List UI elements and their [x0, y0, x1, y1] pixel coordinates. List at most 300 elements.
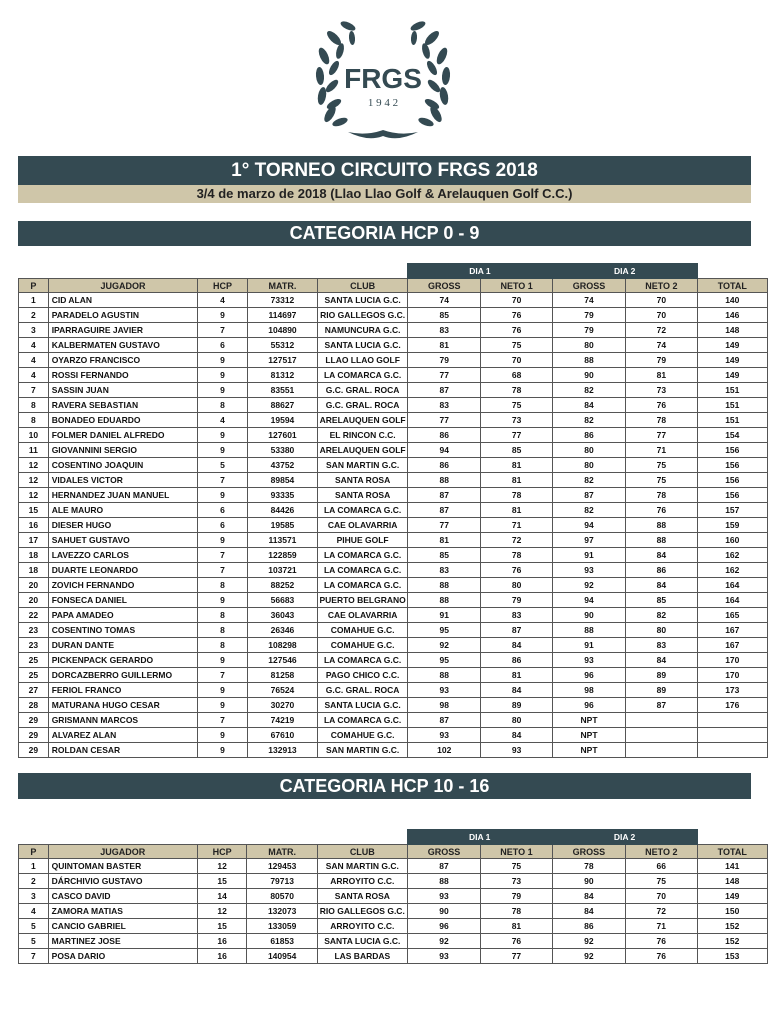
cell-gross-1: 95 [408, 653, 481, 668]
cell-gross-2: 94 [552, 593, 625, 608]
cell-neto-1: 76 [481, 934, 552, 949]
cell-matricula: 81312 [247, 368, 317, 383]
cell-neto-1: 83 [481, 608, 552, 623]
cell-club: ARROYITO C.C. [317, 874, 407, 889]
cell-hcp: 8 [198, 638, 248, 653]
cell-neto-2: 71 [626, 443, 697, 458]
cell-player: LAVEZZO CARLOS [48, 548, 198, 563]
cell-total: 149 [697, 338, 767, 353]
cell-hcp: 5 [198, 458, 248, 473]
cell-player: FERIOL FRANCO [48, 683, 198, 698]
table-row [19, 743, 768, 758]
cell-total: 156 [697, 488, 767, 503]
results-table-hcp-10-16 [18, 829, 768, 964]
logo-text: FRGS [344, 63, 422, 94]
cell-neto-1: 73 [481, 874, 552, 889]
cell-hcp: 9 [198, 428, 248, 443]
cell-matricula: 43752 [247, 458, 317, 473]
cell-hcp: 6 [198, 518, 248, 533]
cell-club: SANTA LUCIA G.C. [318, 698, 408, 713]
cell-total: 164 [697, 593, 767, 608]
column-header-neto-2: NETO 2 [626, 279, 697, 293]
cell-player: VIDALES VICTOR [48, 473, 198, 488]
cell-gross-1: 88 [408, 668, 481, 683]
cell-neto-1: 78 [481, 383, 552, 398]
cell-neto-1: 78 [481, 488, 552, 503]
cell-position: 12 [19, 488, 49, 503]
column-header-total: TOTAL [697, 279, 767, 293]
cell-club: CAE OLAVARRIA [318, 518, 408, 533]
cell-matricula: 67610 [247, 728, 317, 743]
cell-total: 165 [697, 608, 767, 623]
cell-neto-1: 79 [481, 889, 552, 904]
cell-matricula: 133059 [247, 919, 317, 934]
cell-neto-2: 73 [626, 383, 697, 398]
cell-neto-1: 89 [481, 698, 552, 713]
cell-hcp: 7 [198, 668, 248, 683]
column-header-club: CLUB [317, 845, 407, 859]
column-header-neto-1: NETO 1 [481, 845, 552, 859]
cell-gross-2: NPT [552, 713, 625, 728]
cell-gross-1: 88 [407, 874, 480, 889]
cell-total: 149 [697, 889, 768, 904]
cell-club: PAGO CHICO C.C. [318, 668, 408, 683]
cell-player: ROSSI FERNANDO [48, 368, 198, 383]
cell-gross-1: 91 [408, 608, 481, 623]
cell-position: 10 [19, 428, 49, 443]
cell-hcp: 7 [198, 323, 248, 338]
cell-total: 151 [697, 398, 767, 413]
cell-gross-1: 85 [408, 308, 481, 323]
cell-player: ALE MAURO [48, 503, 198, 518]
cell-matricula: 83551 [247, 383, 317, 398]
cell-hcp: 9 [198, 683, 248, 698]
cell-club: SANTA LUCIA G.C. [318, 293, 408, 308]
cell-neto-2: 80 [626, 623, 697, 638]
table-row [19, 859, 768, 874]
cell-club: ARROYITO C.C. [317, 919, 407, 934]
cell-neto-2: 72 [626, 904, 697, 919]
cell-position: 4 [19, 353, 49, 368]
table-row [19, 338, 768, 353]
table-row [19, 383, 768, 398]
cell-club: PIHUE GOLF [318, 533, 408, 548]
cell-position: 29 [19, 743, 49, 758]
cell-player: HERNANDEZ JUAN MANUEL [48, 488, 198, 503]
cell-neto-2: 86 [626, 563, 697, 578]
cell-total [697, 713, 767, 728]
cell-gross-1: 93 [407, 889, 480, 904]
table-row [19, 563, 768, 578]
cell-gross-2: NPT [552, 728, 625, 743]
cell-gross-2: 94 [552, 518, 625, 533]
cell-hcp: 8 [198, 623, 248, 638]
cell-club: G.C. GRAL. ROCA [318, 383, 408, 398]
cell-club: G.C. GRAL. ROCA [318, 398, 408, 413]
cell-neto-1: 71 [481, 518, 552, 533]
cell-player: KALBERMATEN GUSTAVO [48, 338, 198, 353]
cell-gross-2: 79 [552, 308, 625, 323]
cell-neto-1: 72 [481, 533, 552, 548]
cell-gross-2: 84 [552, 904, 625, 919]
table-row [19, 919, 768, 934]
cell-matricula: 79713 [247, 874, 317, 889]
cell-matricula: 103721 [247, 563, 317, 578]
cell-player: OYARZO FRANCISCO [48, 353, 198, 368]
cell-position: 27 [19, 683, 49, 698]
cell-player: MATURANA HUGO CESAR [48, 698, 198, 713]
cell-total: 140 [697, 293, 767, 308]
cell-neto-1: 81 [481, 668, 552, 683]
cell-gross-1: 83 [408, 563, 481, 578]
dia2-header: DIA 2 [552, 830, 697, 845]
cell-total [697, 743, 767, 758]
cell-neto-2: 66 [626, 859, 697, 874]
cell-gross-1: 90 [407, 904, 480, 919]
cell-gross-2: 93 [552, 653, 625, 668]
cell-club: G.C. GRAL. ROCA [318, 683, 408, 698]
cell-player: CID ALAN [48, 293, 198, 308]
cell-hcp: 4 [198, 413, 248, 428]
cell-gross-1: 87 [408, 488, 481, 503]
cell-matricula: 132073 [247, 904, 317, 919]
cell-neto-1: 87 [481, 623, 552, 638]
cell-neto-2: 70 [626, 293, 697, 308]
cell-position: 23 [19, 623, 49, 638]
cell-hcp: 6 [198, 338, 248, 353]
cell-club: SAN MARTIN G.C. [318, 743, 408, 758]
cell-matricula: 76524 [247, 683, 317, 698]
table-row [19, 488, 768, 503]
cell-player: DURAN DANTE [48, 638, 198, 653]
cell-club: LA COMARCA G.C. [318, 503, 408, 518]
cell-neto-2 [626, 728, 697, 743]
cell-neto-1: 80 [481, 578, 552, 593]
cell-gross-2: 86 [552, 428, 625, 443]
cell-neto-1: 86 [481, 653, 552, 668]
table-row [19, 889, 768, 904]
cell-position: 8 [19, 413, 49, 428]
cell-total: 150 [697, 904, 768, 919]
cell-gross-2: 97 [552, 533, 625, 548]
cell-gross-2: 92 [552, 949, 625, 964]
cell-gross-2: 91 [552, 638, 625, 653]
table-row [19, 353, 768, 368]
cell-neto-1: 80 [481, 713, 552, 728]
cell-club: SANTA LUCIA G.C. [318, 338, 408, 353]
column-header-hcp: HCP [198, 279, 248, 293]
column-header-club: CLUB [318, 279, 408, 293]
cell-player: DORCAZBERRO GUILLERMO [48, 668, 198, 683]
table-row [19, 323, 768, 338]
cell-hcp: 7 [198, 713, 248, 728]
cell-total: 156 [697, 443, 767, 458]
cell-matricula: 93335 [247, 488, 317, 503]
cell-gross-1: 87 [407, 859, 480, 874]
cell-gross-1: 83 [408, 398, 481, 413]
table-row [19, 428, 768, 443]
cell-total: 167 [697, 623, 767, 638]
table-row [19, 593, 768, 608]
cell-neto-2: 78 [626, 488, 697, 503]
cell-neto-2 [626, 713, 697, 728]
cell-club: LA COMARCA G.C. [318, 563, 408, 578]
cell-club: LAS BARDAS [317, 949, 407, 964]
cell-position: 4 [19, 338, 49, 353]
cell-hcp: 9 [198, 488, 248, 503]
cell-neto-2: 78 [626, 413, 697, 428]
cell-neto-1: 81 [481, 503, 552, 518]
cell-neto-1: 75 [481, 338, 552, 353]
cell-player: SASSIN JUAN [48, 383, 198, 398]
cell-player: BONADEO EDUARDO [48, 413, 198, 428]
cell-matricula: 127546 [247, 653, 317, 668]
cell-neto-2: 81 [626, 368, 697, 383]
cell-neto-2: 70 [626, 889, 697, 904]
cell-position: 17 [19, 533, 49, 548]
column-header-neto-1: NETO 1 [481, 279, 552, 293]
cell-neto-1: 77 [481, 428, 552, 443]
cell-position: 18 [19, 548, 49, 563]
cell-neto-2: 74 [626, 338, 697, 353]
cell-neto-2: 84 [626, 578, 697, 593]
cell-player: CASCO DAVID [48, 889, 197, 904]
cell-matricula: 114697 [247, 308, 317, 323]
table-row [19, 683, 768, 698]
cell-total: 149 [697, 353, 767, 368]
cell-gross-2: 96 [552, 668, 625, 683]
table-row [19, 473, 768, 488]
cell-gross-2: 90 [552, 874, 625, 889]
cell-club: SANTA ROSA [317, 889, 407, 904]
cell-matricula: 19594 [247, 413, 317, 428]
cell-club: LLAO LLAO GOLF [318, 353, 408, 368]
cell-club: SANTA ROSA [318, 488, 408, 503]
cell-total: 153 [697, 949, 768, 964]
cell-hcp: 9 [198, 383, 248, 398]
cell-player: POSA DARIO [48, 949, 197, 964]
cell-matricula: 55312 [247, 338, 317, 353]
cell-neto-1: 70 [481, 353, 552, 368]
cell-gross-1: 86 [408, 458, 481, 473]
cell-position: 1 [19, 859, 49, 874]
cell-player: GIOVANNINI SERGIO [48, 443, 198, 458]
cell-club: SANTA LUCIA G.C. [317, 934, 407, 949]
cell-hcp: 8 [198, 398, 248, 413]
cell-position: 25 [19, 653, 49, 668]
cell-player: SAHUET GUSTAVO [48, 533, 198, 548]
cell-club: LA COMARCA G.C. [318, 548, 408, 563]
cell-gross-1: 88 [408, 473, 481, 488]
column-header-position: P [19, 845, 49, 859]
cell-hcp: 12 [197, 904, 247, 919]
cell-neto-2: 88 [626, 533, 697, 548]
cell-club: ARELAUQUEN GOLF [318, 443, 408, 458]
column-header-hcp: HCP [197, 845, 247, 859]
logo-year: 1 9 4 2 [367, 97, 399, 109]
cell-position: 16 [19, 518, 49, 533]
table-row [19, 413, 768, 428]
cell-neto-2: 77 [626, 428, 697, 443]
table-row [19, 518, 768, 533]
cell-hcp: 4 [198, 293, 248, 308]
cell-player: DUARTE LEONARDO [48, 563, 198, 578]
column-header-player: JUGADOR [48, 279, 198, 293]
cell-matricula: 127517 [247, 353, 317, 368]
cell-position: 7 [19, 383, 49, 398]
cell-gross-1: 95 [408, 623, 481, 638]
cell-hcp: 7 [198, 548, 248, 563]
cell-total: 162 [697, 563, 767, 578]
cell-position: 29 [19, 713, 49, 728]
cell-matricula: 26346 [247, 623, 317, 638]
cell-total: 151 [697, 383, 767, 398]
table-row [19, 638, 768, 653]
cell-hcp: 16 [197, 934, 247, 949]
table-row [19, 458, 768, 473]
cell-gross-2: 90 [552, 368, 625, 383]
cell-player: GRISMANN MARCOS [48, 713, 198, 728]
dia1-header: DIA 1 [408, 264, 553, 279]
cell-total: 167 [697, 638, 767, 653]
cell-total: 151 [697, 413, 767, 428]
cell-neto-1: 78 [481, 548, 552, 563]
cell-club: CAE OLAVARRIA [318, 608, 408, 623]
cell-total: 176 [697, 698, 767, 713]
cell-gross-2: 92 [552, 578, 625, 593]
cell-total: 154 [697, 428, 767, 443]
cell-club: LA COMARCA G.C. [318, 368, 408, 383]
cell-matricula: 73312 [247, 293, 317, 308]
cell-hcp: 8 [198, 608, 248, 623]
cell-hcp: 9 [198, 698, 248, 713]
table-row [19, 623, 768, 638]
column-header-matricula: MATR. [247, 845, 317, 859]
column-header-gross-2: GROSS [552, 845, 625, 859]
table-row [19, 368, 768, 383]
cell-hcp: 9 [198, 743, 248, 758]
cell-hcp: 12 [197, 859, 247, 874]
cell-total: 159 [697, 518, 767, 533]
cell-player: RAVERA SEBASTIAN [48, 398, 198, 413]
cell-neto-1: 75 [481, 398, 552, 413]
cell-player: ZAMORA MATIAS [48, 904, 197, 919]
table-row [19, 874, 768, 889]
cell-gross-2: NPT [552, 743, 625, 758]
cell-gross-1: 74 [408, 293, 481, 308]
column-header-gross-1: GROSS [408, 279, 481, 293]
cell-matricula: 113571 [247, 533, 317, 548]
cell-club: LA COMARCA G.C. [318, 653, 408, 668]
cell-gross-1: 98 [408, 698, 481, 713]
cell-gross-1: 88 [408, 578, 481, 593]
cell-total: 146 [697, 308, 767, 323]
cell-player: COSENTINO JOAQUIN [48, 458, 198, 473]
cell-gross-2: 80 [552, 338, 625, 353]
column-header-gross-2: GROSS [552, 279, 625, 293]
cell-position: 2 [19, 308, 49, 323]
cell-neto-1: 81 [481, 458, 552, 473]
cell-player: PICKENPACK GERARDO [48, 653, 198, 668]
cell-position: 22 [19, 608, 49, 623]
cell-player: ZOVICH FERNANDO [48, 578, 198, 593]
cell-neto-2: 84 [626, 548, 697, 563]
cell-total: 149 [697, 368, 767, 383]
cell-club: ARELAUQUEN GOLF [318, 413, 408, 428]
cell-matricula: 127601 [247, 428, 317, 443]
cell-neto-1: 76 [481, 323, 552, 338]
cell-neto-1: 76 [481, 308, 552, 323]
cell-gross-2: 80 [552, 443, 625, 458]
cell-neto-2: 79 [626, 353, 697, 368]
cell-matricula: 30270 [247, 698, 317, 713]
cell-neto-1: 84 [481, 683, 552, 698]
cell-gross-2: 98 [552, 683, 625, 698]
table-row [19, 608, 768, 623]
cell-neto-1: 75 [481, 859, 552, 874]
cell-neto-2: 83 [626, 638, 697, 653]
cell-player: PARADELO AGUSTIN [48, 308, 198, 323]
cell-position: 1 [19, 293, 49, 308]
table-row [19, 398, 768, 413]
cell-gross-1: 77 [408, 368, 481, 383]
cell-position: 23 [19, 638, 49, 653]
cell-neto-2: 75 [626, 458, 697, 473]
cell-matricula: 36043 [247, 608, 317, 623]
cell-gross-2: 86 [552, 919, 625, 934]
column-header-neto-2: NETO 2 [626, 845, 697, 859]
cell-neto-1: 77 [481, 949, 552, 964]
cell-matricula: 61853 [247, 934, 317, 949]
cell-position: 8 [19, 398, 49, 413]
cell-gross-1: 79 [408, 353, 481, 368]
cell-gross-1: 96 [407, 919, 480, 934]
cell-hcp: 9 [198, 443, 248, 458]
cell-club: SAN MARTIN G.C. [317, 859, 407, 874]
cell-hcp: 14 [197, 889, 247, 904]
cell-matricula: 81258 [247, 668, 317, 683]
cell-gross-1: 77 [408, 413, 481, 428]
cell-gross-1: 93 [408, 683, 481, 698]
cell-position: 15 [19, 503, 49, 518]
cell-position: 3 [19, 323, 49, 338]
cell-position: 12 [19, 473, 49, 488]
cell-neto-1: 84 [481, 728, 552, 743]
cell-hcp: 9 [198, 653, 248, 668]
cell-neto-1: 84 [481, 638, 552, 653]
column-header-gross-1: GROSS [407, 845, 480, 859]
cell-player: FOLMER DANIEL ALFREDO [48, 428, 198, 443]
table-row [19, 934, 768, 949]
cell-total: 152 [697, 934, 768, 949]
cell-gross-2: 91 [552, 548, 625, 563]
cell-neto-1: 78 [481, 904, 552, 919]
cell-gross-2: 93 [552, 563, 625, 578]
cell-position: 20 [19, 593, 49, 608]
cell-gross-1: 81 [408, 338, 481, 353]
cell-neto-2: 76 [626, 398, 697, 413]
cell-neto-2 [626, 743, 697, 758]
table-row [19, 548, 768, 563]
cell-hcp: 15 [197, 874, 247, 889]
results-table-hcp-0-9 [18, 263, 768, 758]
category-title-2: CATEGORIA HCP 10 - 16 [18, 773, 751, 799]
cell-hcp: 8 [198, 578, 248, 593]
cell-hcp: 6 [198, 503, 248, 518]
cell-player: COSENTINO TOMAS [48, 623, 198, 638]
cell-player: IPARRAGUIRE JAVIER [48, 323, 198, 338]
dia1-header: DIA 1 [407, 830, 552, 845]
